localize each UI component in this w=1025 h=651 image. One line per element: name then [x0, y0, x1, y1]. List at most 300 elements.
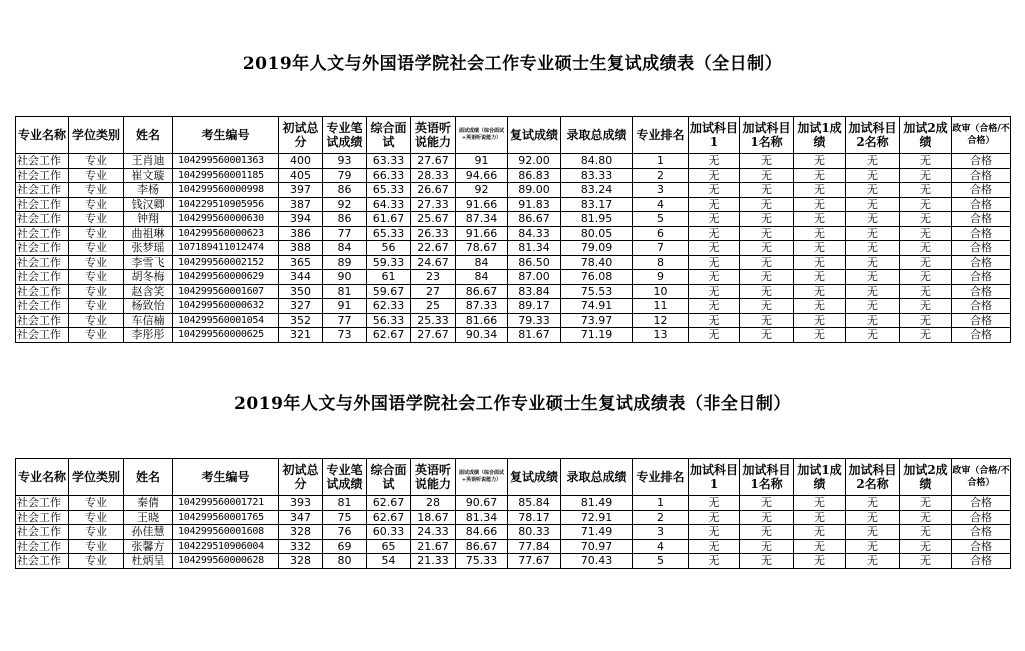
header-cell: 加试科目2名称 — [846, 459, 900, 496]
header-cell: 复试成绩 — [508, 117, 561, 154]
table-cell: 24.33 — [411, 525, 456, 540]
table-cell: 合格 — [952, 241, 1011, 256]
table-cell: 344 — [279, 270, 323, 285]
table-cell: 104299560001765 — [173, 510, 279, 525]
table-cell: 84 — [323, 241, 367, 256]
table-cell: 104299560001054 — [173, 313, 279, 328]
header-cell: 学位类别 — [69, 117, 124, 154]
table-cell: 11 — [633, 299, 689, 314]
table-cell: 无 — [794, 255, 846, 270]
table-cell: 合格 — [952, 299, 1011, 314]
table-cell: 赵含笑 — [124, 284, 173, 299]
table-cell: 81.67 — [508, 328, 561, 343]
table-cell: 72.91 — [561, 510, 633, 525]
table-cell: 无 — [689, 313, 740, 328]
table-cell: 90 — [323, 270, 367, 285]
table-cell: 无 — [900, 539, 952, 554]
table-cell: 社会工作 — [16, 554, 69, 569]
table-cell: 王晓 — [124, 510, 173, 525]
table-cell: 4 — [633, 539, 689, 554]
table-cell: 89.17 — [508, 299, 561, 314]
table-cell: 61 — [367, 270, 411, 285]
table-cell: 崔文璇 — [124, 168, 173, 183]
table-cell: 56 — [367, 241, 411, 256]
table-cell: 80.05 — [561, 226, 633, 241]
table-cell: 无 — [794, 270, 846, 285]
table-cell: 84 — [456, 270, 508, 285]
table-cell: 合格 — [952, 328, 1011, 343]
table-cell: 75.33 — [456, 554, 508, 569]
table-cell: 无 — [900, 284, 952, 299]
table-cell: 91.83 — [508, 197, 561, 212]
table-cell: 327 — [279, 299, 323, 314]
table-cell: 无 — [740, 270, 794, 285]
table-cell: 无 — [900, 554, 952, 569]
table-cell: 22.67 — [411, 241, 456, 256]
table-cell: 61.67 — [367, 212, 411, 227]
table-cell: 李彤彤 — [124, 328, 173, 343]
table-cell: 无 — [689, 328, 740, 343]
table-cell: 393 — [279, 496, 323, 511]
table-cell: 无 — [900, 154, 952, 169]
header-cell: 专业名称 — [16, 459, 69, 496]
table-cell: 无 — [689, 554, 740, 569]
table-cell: 专业 — [69, 525, 124, 540]
table-cell: 无 — [900, 496, 952, 511]
table-cell: 社会工作 — [16, 510, 69, 525]
table-cell: 社会工作 — [16, 241, 69, 256]
table-cell: 无 — [794, 212, 846, 227]
table-cell: 无 — [689, 197, 740, 212]
header-cell: 专业笔试成绩 — [323, 117, 367, 154]
table-cell: 77.84 — [508, 539, 561, 554]
table-cell: 6 — [633, 226, 689, 241]
table-cell: 93 — [323, 154, 367, 169]
table-cell: 27.67 — [411, 328, 456, 343]
table-cell: 397 — [279, 183, 323, 198]
table-cell: 无 — [689, 255, 740, 270]
table-cell: 无 — [900, 168, 952, 183]
table-cell: 28 — [411, 496, 456, 511]
table-header — [16, 459, 1011, 496]
table-cell: 无 — [846, 510, 900, 525]
table-cell: 无 — [794, 496, 846, 511]
table-cell: 社会工作 — [16, 168, 69, 183]
table-cell: 79 — [323, 168, 367, 183]
table-cell: 350 — [279, 284, 323, 299]
table-cell: 无 — [794, 154, 846, 169]
table-row — [16, 299, 1011, 314]
header-cell: 加试科目2名称 — [846, 117, 900, 154]
table-cell: 83.24 — [561, 183, 633, 198]
table-cell: 83.84 — [508, 284, 561, 299]
table-cell: 专业 — [69, 313, 124, 328]
table-cell: 74.91 — [561, 299, 633, 314]
header-cell: 复试成绩 — [508, 459, 561, 496]
table-cell: 张馨方 — [124, 539, 173, 554]
table-cell: 78.17 — [508, 510, 561, 525]
table-cell: 76 — [323, 525, 367, 540]
table-cell: 86.83 — [508, 168, 561, 183]
table-cell: 胡冬梅 — [124, 270, 173, 285]
table-cell: 合格 — [952, 226, 1011, 241]
table-cell: 81.95 — [561, 212, 633, 227]
table-cell: 无 — [900, 183, 952, 198]
header-cell: 英语听说能力 — [411, 117, 456, 154]
table-cell: 1 — [633, 154, 689, 169]
table-cell: 388 — [279, 241, 323, 256]
table-cell: 无 — [740, 255, 794, 270]
table-cell: 王肖迪 — [124, 154, 173, 169]
table-cell: 28.33 — [411, 168, 456, 183]
table-cell: 无 — [900, 299, 952, 314]
table-cell: 无 — [689, 212, 740, 227]
table-cell: 86.67 — [456, 539, 508, 554]
table-cell: 2 — [633, 510, 689, 525]
table-cell: 合格 — [952, 525, 1011, 540]
table-cell: 社会工作 — [16, 226, 69, 241]
header-cell: 加试科目1名称 — [740, 459, 794, 496]
table-cell: 90.34 — [456, 328, 508, 343]
table-cell: 7 — [633, 241, 689, 256]
table-cell: 84 — [456, 255, 508, 270]
table-cell: 71.19 — [561, 328, 633, 343]
table-cell: 104299560001607 — [173, 284, 279, 299]
table-cell: 社会工作 — [16, 284, 69, 299]
table-header — [16, 117, 1011, 154]
table-cell: 无 — [846, 270, 900, 285]
table-cell: 无 — [689, 241, 740, 256]
table-row — [16, 496, 1011, 511]
table-cell: 1 — [633, 496, 689, 511]
table-cell: 无 — [740, 284, 794, 299]
table-cell: 秦倩 — [124, 496, 173, 511]
table-cell: 无 — [846, 183, 900, 198]
table-cell: 无 — [689, 284, 740, 299]
table-cell: 104299560000629 — [173, 270, 279, 285]
table-cell: 无 — [794, 241, 846, 256]
table-cell: 车信楠 — [124, 313, 173, 328]
table-cell: 无 — [846, 496, 900, 511]
table-cell: 无 — [794, 328, 846, 343]
table-cell: 104299560000632 — [173, 299, 279, 314]
table-cell: 无 — [846, 554, 900, 569]
table-cell: 92 — [323, 197, 367, 212]
table-row — [16, 212, 1011, 227]
table-cell: 专业 — [69, 299, 124, 314]
table-cell: 专业 — [69, 284, 124, 299]
header-cell: 专业笔试成绩 — [323, 459, 367, 496]
table-cell: 3 — [633, 525, 689, 540]
table-cell: 12 — [633, 313, 689, 328]
table-cell: 104299560000625 — [173, 328, 279, 343]
table-cell: 77 — [323, 313, 367, 328]
table-cell: 无 — [900, 510, 952, 525]
table-cell: 无 — [689, 270, 740, 285]
header-cell: 政审（合格/不合格） — [952, 459, 1011, 496]
header-cell: 加试1成绩 — [794, 459, 846, 496]
table-cell: 394 — [279, 212, 323, 227]
table-cell: 332 — [279, 539, 323, 554]
table-cell: 无 — [740, 299, 794, 314]
table-cell: 合格 — [952, 255, 1011, 270]
table-cell: 73 — [323, 328, 367, 343]
table-cell: 65.33 — [367, 226, 411, 241]
table-cell: 86.67 — [508, 212, 561, 227]
header-cell: 姓名 — [124, 117, 173, 154]
header-cell: 考生编号 — [173, 117, 279, 154]
table-cell: 87.33 — [456, 299, 508, 314]
table-cell: 91.66 — [456, 197, 508, 212]
table-cell: 合格 — [952, 510, 1011, 525]
table-cell: 无 — [689, 154, 740, 169]
table-cell: 104299560001185 — [173, 168, 279, 183]
table-cell: 专业 — [69, 183, 124, 198]
table-body — [16, 496, 1011, 569]
table-cell: 21.67 — [411, 539, 456, 554]
score-table-parttime — [15, 458, 1011, 569]
table-cell: 无 — [689, 299, 740, 314]
table-cell: 86 — [323, 212, 367, 227]
table-cell: 85.84 — [508, 496, 561, 511]
table-cell: 4 — [633, 197, 689, 212]
table-cell: 76.08 — [561, 270, 633, 285]
table-cell: 社会工作 — [16, 539, 69, 554]
table-cell: 无 — [900, 197, 952, 212]
table-cell: 专业 — [69, 197, 124, 212]
table-cell: 专业 — [69, 212, 124, 227]
table-cell: 无 — [740, 510, 794, 525]
table-cell: 专业 — [69, 154, 124, 169]
table-cell: 405 — [279, 168, 323, 183]
table-row — [16, 284, 1011, 299]
table-cell: 81.34 — [456, 510, 508, 525]
header-cell: 综合面试 — [367, 117, 411, 154]
table-row — [16, 197, 1011, 212]
header-cell: 面试成绩（综合面试+英语听说能力） — [456, 117, 508, 154]
table-cell: 65 — [367, 539, 411, 554]
header-cell: 专业排名 — [633, 459, 689, 496]
table-cell: 91 — [323, 299, 367, 314]
table-cell: 92.00 — [508, 154, 561, 169]
table-cell: 2 — [633, 168, 689, 183]
table-cell: 无 — [740, 183, 794, 198]
table-cell: 无 — [794, 539, 846, 554]
table-cell: 无 — [794, 554, 846, 569]
table-cell: 81 — [323, 284, 367, 299]
table-cell: 社会工作 — [16, 299, 69, 314]
table-cell: 社会工作 — [16, 154, 69, 169]
table-cell: 杜炳呈 — [124, 554, 173, 569]
table-cell: 无 — [846, 226, 900, 241]
table-cell: 合格 — [952, 197, 1011, 212]
table-cell: 77.67 — [508, 554, 561, 569]
table-cell: 合格 — [952, 284, 1011, 299]
table-cell: 25.67 — [411, 212, 456, 227]
table-cell: 64.33 — [367, 197, 411, 212]
table-cell: 无 — [846, 284, 900, 299]
table-cell: 无 — [794, 313, 846, 328]
table-cell: 91.66 — [456, 226, 508, 241]
table-cell: 无 — [846, 525, 900, 540]
table-cell: 专业 — [69, 510, 124, 525]
table-cell: 87.34 — [456, 212, 508, 227]
table-cell: 104299560000623 — [173, 226, 279, 241]
table-cell: 专业 — [69, 496, 124, 511]
table-cell: 无 — [900, 525, 952, 540]
table-cell: 无 — [794, 168, 846, 183]
table-cell: 65.33 — [367, 183, 411, 198]
table-cell: 无 — [740, 525, 794, 540]
header-cell: 加试科目1 — [689, 459, 740, 496]
table-cell: 75.53 — [561, 284, 633, 299]
table-cell: 无 — [740, 328, 794, 343]
table-cell: 27.33 — [411, 197, 456, 212]
table-row — [16, 328, 1011, 343]
table-cell: 无 — [900, 212, 952, 227]
table-cell: 合格 — [952, 212, 1011, 227]
table-cell: 无 — [740, 212, 794, 227]
table-cell: 无 — [689, 510, 740, 525]
header-row — [16, 117, 1011, 154]
table-cell: 社会工作 — [16, 183, 69, 198]
table-row — [16, 539, 1011, 554]
table-cell: 25.33 — [411, 313, 456, 328]
table-cell: 无 — [740, 168, 794, 183]
table-cell: 无 — [689, 183, 740, 198]
table-cell: 无 — [740, 241, 794, 256]
table-cell: 合格 — [952, 554, 1011, 569]
table-cell: 27 — [411, 284, 456, 299]
table-cell: 无 — [794, 284, 846, 299]
table-cell: 104299560001363 — [173, 154, 279, 169]
table-row — [16, 510, 1011, 525]
table-cell: 80.33 — [508, 525, 561, 540]
table-cell: 杨致怡 — [124, 299, 173, 314]
table-cell: 66.33 — [367, 168, 411, 183]
table-cell: 24.67 — [411, 255, 456, 270]
table-cell: 合格 — [952, 496, 1011, 511]
table-cell: 104299560001721 — [173, 496, 279, 511]
table-cell: 59.33 — [367, 255, 411, 270]
table-cell: 83.17 — [561, 197, 633, 212]
table-row — [16, 226, 1011, 241]
table-cell: 54 — [367, 554, 411, 569]
table-cell: 5 — [633, 554, 689, 569]
table-cell: 89 — [323, 255, 367, 270]
table-cell: 13 — [633, 328, 689, 343]
table-cell: 23 — [411, 270, 456, 285]
table-cell: 无 — [794, 226, 846, 241]
table-cell: 无 — [794, 510, 846, 525]
header-cell: 专业排名 — [633, 117, 689, 154]
table-cell: 94.66 — [456, 168, 508, 183]
table-cell: 62.67 — [367, 328, 411, 343]
table-cell: 合格 — [952, 154, 1011, 169]
table-cell: 26.33 — [411, 226, 456, 241]
table-cell: 无 — [900, 226, 952, 241]
table-cell: 328 — [279, 554, 323, 569]
table-cell: 无 — [846, 168, 900, 183]
header-cell: 加试2成绩 — [900, 459, 952, 496]
table-row — [16, 183, 1011, 198]
table-cell: 79.09 — [561, 241, 633, 256]
table-cell: 89.00 — [508, 183, 561, 198]
table-cell: 无 — [794, 525, 846, 540]
table-cell: 合格 — [952, 270, 1011, 285]
table-cell: 92 — [456, 183, 508, 198]
table-cell: 专业 — [69, 255, 124, 270]
table-body — [16, 154, 1011, 343]
header-cell: 初试总分 — [279, 117, 323, 154]
table-cell: 86 — [323, 183, 367, 198]
table-cell: 专业 — [69, 226, 124, 241]
table-cell: 27.67 — [411, 154, 456, 169]
table-cell: 钱汉卿 — [124, 197, 173, 212]
header-cell: 面试成绩（综合面试+英语听说能力） — [456, 459, 508, 496]
table-cell: 无 — [689, 539, 740, 554]
table-cell: 无 — [846, 154, 900, 169]
table-cell: 75 — [323, 510, 367, 525]
table-cell: 合格 — [952, 168, 1011, 183]
table-cell: 无 — [794, 299, 846, 314]
header-cell: 录取总成绩 — [561, 459, 633, 496]
header-cell: 初试总分 — [279, 459, 323, 496]
table-row — [16, 525, 1011, 540]
table-cell: 合格 — [952, 183, 1011, 198]
table-cell: 107189411012474 — [173, 241, 279, 256]
header-cell: 加试科目1名称 — [740, 117, 794, 154]
table-cell: 合格 — [952, 313, 1011, 328]
header-cell: 加试科目1 — [689, 117, 740, 154]
table-cell: 无 — [846, 241, 900, 256]
header-cell: 综合面试 — [367, 459, 411, 496]
table-cell: 社会工作 — [16, 212, 69, 227]
table-cell: 5 — [633, 212, 689, 227]
table-cell: 社会工作 — [16, 270, 69, 285]
table-cell: 81.66 — [456, 313, 508, 328]
table-cell: 无 — [900, 255, 952, 270]
header-cell: 录取总成绩 — [561, 117, 633, 154]
table-cell: 无 — [689, 226, 740, 241]
header-cell: 学位类别 — [69, 459, 124, 496]
header-row — [16, 459, 1011, 496]
table-cell: 387 — [279, 197, 323, 212]
table-cell: 无 — [689, 168, 740, 183]
table-cell: 71.49 — [561, 525, 633, 540]
table-cell: 无 — [740, 197, 794, 212]
table-cell: 104299560000628 — [173, 554, 279, 569]
header-cell: 加试1成绩 — [794, 117, 846, 154]
table-cell: 李杨 — [124, 183, 173, 198]
table-cell: 无 — [794, 197, 846, 212]
table-cell: 无 — [846, 212, 900, 227]
table-row — [16, 154, 1011, 169]
table-cell: 曲祖琳 — [124, 226, 173, 241]
table-cell: 80 — [323, 554, 367, 569]
page-title-fulltime: 2019年人文与外国语学院社会工作专业硕士生复试成绩表（全日制） — [242, 54, 783, 74]
table-cell: 社会工作 — [16, 328, 69, 343]
header-cell: 加试2成绩 — [900, 117, 952, 154]
table-cell: 无 — [846, 255, 900, 270]
table-cell: 社会工作 — [16, 313, 69, 328]
table-cell: 328 — [279, 525, 323, 540]
table-cell: 无 — [900, 313, 952, 328]
table-cell: 104299560001608 — [173, 525, 279, 540]
table-cell: 90.67 — [456, 496, 508, 511]
table-cell: 73.97 — [561, 313, 633, 328]
table-cell: 84.66 — [456, 525, 508, 540]
